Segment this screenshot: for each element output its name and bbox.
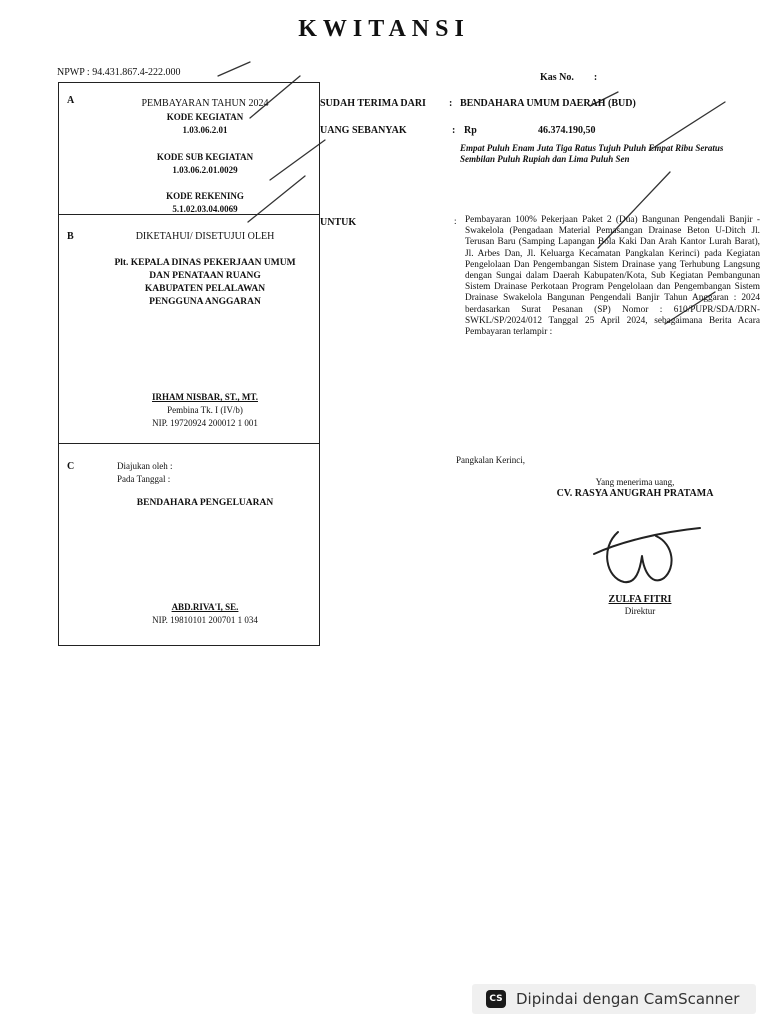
- approver-name: IRHAM NISBAR, ST., MT.: [152, 392, 258, 402]
- untuk-colon: :: [454, 216, 457, 226]
- approver-position-line-3: KABUPATEN PELALAWAN: [144, 284, 266, 294]
- document-title: KWITANSI: [298, 16, 470, 42]
- receiver-sign-block: [560, 594, 720, 616]
- uang-sebanyak-colon: :: [452, 125, 456, 136]
- camscanner-text: Dipindai dengan CamScanner: [516, 990, 740, 1008]
- receiver-title: Direktur: [624, 606, 656, 616]
- approval-heading: DIKETAHUI/ DISETUJUI OLEH: [135, 231, 275, 242]
- amount-in-words: Empat Puluh Enam Juta Tiga Ratus Tujuh Puluh Empat Ribu Seratus Sembilan Puluh Rupiah dan Lima Puluh Sen: [460, 143, 724, 164]
- approver-position-line-1: Plt. KEPALA DINAS PEKERJAAN UMUM: [114, 258, 296, 268]
- kas-number-colon: :: [593, 72, 598, 83]
- kode-sub-kegiatan-value: 1.03.06.2.01.0029: [172, 165, 238, 175]
- kode-sub-kegiatan-label: KODE SUB KEGIATAN: [156, 152, 254, 162]
- approver-position-line-4: PENGGUNA ANGGARAN: [149, 297, 261, 307]
- sudah-terima-value: BENDAHARA UMUM DAERAH (BUD): [460, 98, 636, 109]
- sudah-terima-colon: :: [449, 98, 453, 109]
- camscanner-watermark: [472, 984, 756, 1014]
- pembayaran-tahun: PEMBAYARAN TAHUN 2024: [141, 98, 269, 109]
- kode-rekening-value: 5.1.02.03.04.0069: [172, 204, 238, 214]
- npwp-number: NPWP : 94.431.867.4-222.000: [57, 67, 181, 78]
- section-a-letter: A: [67, 95, 75, 106]
- place: Pangkalan Kerinci,: [456, 455, 525, 465]
- kas-number-label: Kas No.: [540, 72, 574, 83]
- submitter-name: ABD.RIVA'I, SE.: [171, 602, 239, 612]
- uang-sebanyak-label: UANG SEBANYAK: [320, 125, 407, 136]
- section-a: [59, 83, 319, 215]
- pada-tanggal: Pada Tanggal :: [117, 474, 171, 484]
- kode-kegiatan-label: KODE KEGIATAN: [166, 112, 244, 122]
- payment-purpose: Pembayaran 100% Pekerjaan Paket 2 (Dua) Bangunan Pengendali Banjir - Swakelola (Pengadaan Material Pemasangan Drainase Beton U-Ditch Jl. Terusan Baru (Samping Lapangan Bola Kaki Dan Arah Kantor Lurah Barat), Jl. Arbes Dan, Jl. Keluarga Kecamatan Pangkalan Kerinci) pada Kegiatan Pengelolaan Dan Pengembangan Sistem Drainase yang Terhubung Langsung dengan Sungai dalam Daerah Kabupaten/Kota, Sub Kegiatan Pembangunan Sistem Drainase Perkotaan Program Pengelolaan dan Pengembangan Sistem Drainase Swakelola Bangunan Pengendali Banjir Tahun Anggaran : 2024 berdasarkan Surat Pesanan (SP) Nomor : 610/PUPR/SDA/DRN-SWKL/SP/2024/012 Tanggal 25 April 2024, sebagaimana Berita Acara Pembayaran terlampir :: [465, 215, 760, 338]
- section-c: [59, 444, 319, 647]
- receiver-label: Yang menerima uang,: [595, 477, 675, 487]
- currency-label: Rp: [464, 125, 477, 136]
- receiver-name: ZULFA FITRI: [608, 594, 672, 605]
- untuk-label: UNTUK: [320, 217, 357, 228]
- receiver-company: CV. RASYA ANUGRAH PRATAMA: [556, 488, 714, 499]
- section-c-letter: C: [67, 461, 75, 472]
- check-mark-npwp: [218, 62, 250, 76]
- kode-rekening-label: KODE REKENING: [166, 191, 244, 201]
- approver-rank: Pembina Tk. I (IV/b): [167, 405, 243, 415]
- diajukan-oleh: Diajukan oleh :: [117, 461, 173, 471]
- section-b-letter: B: [67, 231, 74, 242]
- approver-position-line-2: DAN PENATAAN RUANG: [149, 271, 261, 281]
- sudah-terima-label: SUDAH TERIMA DARI: [320, 98, 426, 109]
- amount-value: 46.374.190,50: [538, 125, 596, 136]
- approver-nip: NIP. 19720924 200012 1 001: [152, 418, 258, 428]
- submitter-nip: NIP. 19810101 200701 1 034: [152, 615, 258, 625]
- receiver-block: [530, 477, 740, 499]
- camscanner-logo-icon: CS: [486, 990, 506, 1008]
- kode-kegiatan-value: 1.03.06.2.01: [182, 125, 228, 135]
- submitter-role: BENDAHARA PENGELUARAN: [136, 498, 274, 508]
- approval-box: [58, 82, 320, 646]
- section-b: [59, 215, 319, 444]
